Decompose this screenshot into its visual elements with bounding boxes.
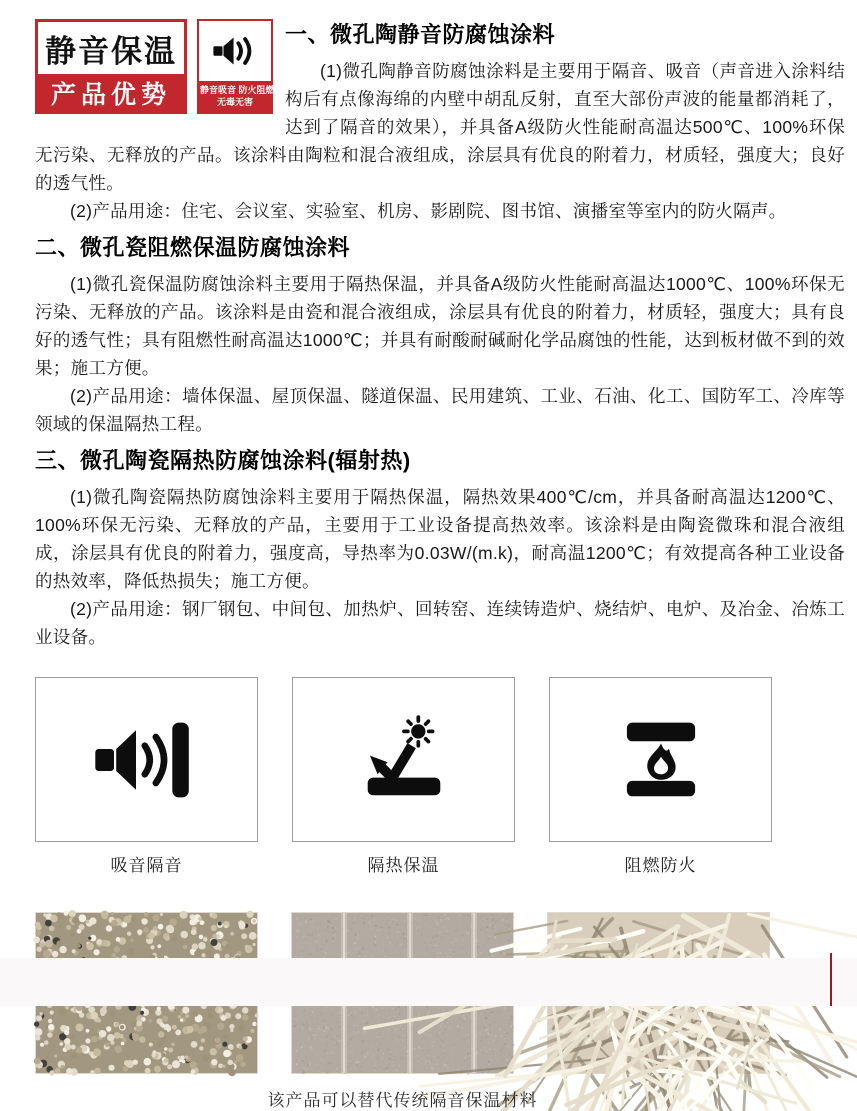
feature-fire-retardant bbox=[549, 677, 772, 876]
speaker-icon bbox=[199, 21, 271, 81]
section-1-heading: 一、微孔陶静音防腐蚀涂料 bbox=[35, 18, 845, 49]
badge-line-1: 静音吸音 防火阻燃 bbox=[200, 84, 270, 96]
flame-barrier-icon bbox=[602, 716, 720, 804]
section-3-paragraph-1: (1)微孔陶瓷隔热防腐蚀涂料主要用于隔热保温，隔热效果400℃/cm，并具备耐高温达1200℃、100%环保无污染、无释放的产品，主要用于工业设备提高热效率。该涂料是由陶瓷微珠和混合液组成，涂层具有优良的附着力，强度高，导热率为0.03W/(m.k)，耐高温1200℃；有效提高各种工业设备的热效率，降低热损失；施工方便。 bbox=[35, 483, 845, 595]
footer-red-bar bbox=[830, 953, 832, 1006]
texture-caption: 该产品可以替代传统隔音保温材料 bbox=[35, 1086, 770, 1111]
heat-insulate-card bbox=[292, 677, 515, 842]
feature-label-sound: 吸音隔音 bbox=[35, 851, 258, 876]
speaker-wall-icon bbox=[88, 716, 206, 804]
section-2-heading: 二、微孔瓷阻燃保温防腐蚀涂料 bbox=[35, 231, 845, 262]
badge-text bbox=[199, 81, 271, 112]
logo-block bbox=[35, 19, 273, 114]
logo-box bbox=[35, 19, 187, 114]
sun-reflect-icon bbox=[345, 716, 463, 804]
sound-absorb-card bbox=[35, 677, 258, 842]
section-2-paragraph-2: (2)产品用途：墙体保温、屋顶保温、隧道保温、民用建筑、工业、石油、化工、国防军工、冷库等领域的保温隔热工程。 bbox=[35, 382, 845, 438]
section-3-heading: 三、微孔陶瓷隔热防腐蚀涂料(辐射热) bbox=[35, 444, 845, 475]
fire-retardant-card bbox=[549, 677, 772, 842]
feature-label-fire: 阻燃防火 bbox=[549, 851, 772, 876]
feature-heat-insulate bbox=[292, 677, 515, 876]
section-1-paragraph-1: (1)微孔陶静音防腐蚀涂料是主要用于隔音、吸音（声音进入涂料结构后有点像海绵的内壁中胡乱反射，直至大部份声波的能量都消耗了，达到了隔音的效果），并具备A级防火性能耐高温达500℃、100%环保无污染、无释放的产品。该涂料由陶粒和混合液组成，涂层具有优良的附着力，材质轻，强度大；良好的透气性。 bbox=[35, 57, 845, 197]
logo-title: 静音保温 bbox=[38, 22, 184, 74]
feature-sound-absorb bbox=[35, 677, 258, 876]
badge-line-2: 无毒无害 bbox=[200, 96, 270, 108]
sound-badge bbox=[197, 19, 273, 114]
footer-band bbox=[0, 958, 857, 1006]
section-3-paragraph-2: (2)产品用途：钢厂钢包、中间包、加热炉、回转窑、连续铸造炉、烧结炉、电炉、及冶金、冶炼工业设备。 bbox=[35, 595, 845, 651]
feature-row bbox=[35, 677, 845, 876]
section-2-paragraph-1: (1)微孔瓷保温防腐蚀涂料主要用于隔热保温，并具备A级防火性能耐高温达1000℃、100%环保无污染、无释放的产品。该涂料是由瓷和混合液组成，涂层具有优良的附着力，材质轻，强度大；具有良好的透气性；具有阻燃性耐高温达1000℃；并具有耐酸耐碱耐化学品腐蚀的性能，达到板材做不到的效果；施工方便。 bbox=[35, 270, 845, 382]
section-1-paragraph-2: (2)产品用途：住宅、会议室、实验室、机房、影剧院、图书馆、演播室等室内的防火隔声。 bbox=[35, 197, 845, 225]
logo-subtitle: 产品优势 bbox=[38, 74, 184, 111]
feature-label-heat: 隔热保温 bbox=[292, 851, 515, 876]
